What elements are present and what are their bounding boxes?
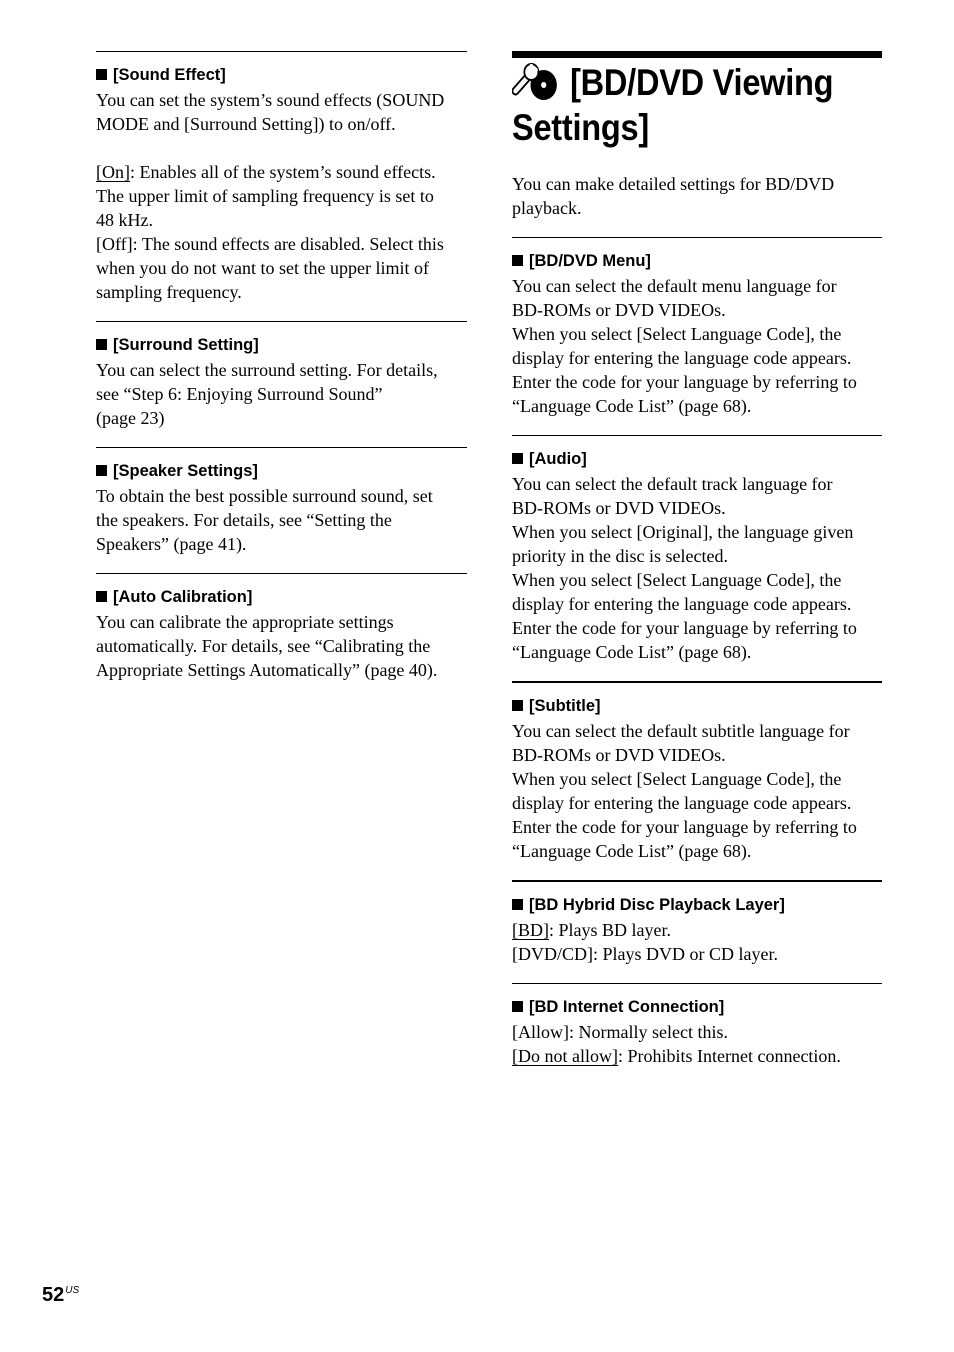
heading-bd-hybrid: [BD Hybrid Disc Playback Layer]: [512, 894, 882, 916]
section-speaker-settings: [96, 447, 467, 556]
square-bullet-icon: [512, 1001, 523, 1012]
square-bullet-icon: [96, 591, 107, 602]
page-number-suffix: US: [65, 1285, 80, 1296]
section-subtitle: [512, 681, 882, 863]
sound-effect-options: [On]: Enables all of the system’s sound effects. The upper limit of sampling frequency is set to 48 kHz. [Off]: The sound effects are disabled. Select this when you do not want to set the upper limit of sampling frequency.: [96, 162, 444, 302]
audio-description: You can select the default track language for BD-ROMs or DVD VIDEOs. When you select [Original], the language given priority in the disc is selected. When you select [Select Language Code], the display for entering the language code appears. Enter the code for your language by referring to “Language Code List” (page 68).: [512, 474, 857, 662]
section-sound-effect: [96, 51, 467, 304]
bd-internet-options: [Allow]: Normally select this. [Do not allow]: Prohibits Internet connection.: [512, 1022, 841, 1066]
heading-auto-calibration: [Auto Calibration]: [96, 586, 467, 608]
heading-speaker-settings: [Speaker Settings]: [96, 460, 467, 482]
default-option-bd: [BD]: [512, 920, 549, 940]
heading-subtitle: [Subtitle]: [512, 695, 882, 717]
section-surround-setting: [96, 321, 467, 430]
intro-text: You can make detailed settings for BD/DVD playback.: [512, 174, 835, 218]
bd-hybrid-options: [BD]: Plays BD layer. [DVD/CD]: Plays DVD or CD layer.: [512, 920, 778, 964]
section-bd-dvd-menu: [512, 237, 882, 418]
subtitle-description: You can select the default subtitle language for BD-ROMs or DVD VIDEOs. When you select [Select Language Code], the display for entering the language code appears. Enter the code for your language by referring to “Language Code List” (page 68).: [512, 721, 857, 861]
square-bullet-icon: [96, 69, 107, 80]
wrench-disc-settings-icon: [512, 61, 561, 101]
square-bullet-icon: [512, 700, 523, 711]
page-number: $52^{US}$: [42, 1284, 80, 1306]
heading-surround-setting: [Surround Setting]: [96, 334, 467, 356]
right-column: [512, 51, 882, 1085]
bd-dvd-menu-description: You can select the default menu language for BD-ROMs or DVD VIDEOs. When you select [Select Language Code], the display for entering the language code appears. Enter the code for your language by referring to “Language Code List” (page 68).: [512, 276, 857, 416]
section-auto-calibration: [96, 573, 467, 682]
left-column: [96, 51, 467, 699]
auto-calibration-description: You can calibrate the appropriate settings automatically. For details, see “Calibrating the Appropriate Settings Automatically” (page 40).: [96, 612, 438, 680]
sound-effect-description: You can set the system’s sound effects (SOUND MODE and [Surround Setting]) to on/off.: [96, 90, 445, 134]
default-option-on: [On]: [96, 162, 130, 182]
heading-bd-internet: [BD Internet Connection]: [512, 996, 882, 1018]
heading-audio: [Audio]: [512, 448, 882, 470]
heading-sound-effect: [Sound Effect]: [96, 64, 467, 86]
square-bullet-icon: [512, 899, 523, 910]
page-title-block: [512, 51, 882, 150]
square-bullet-icon: [96, 465, 107, 476]
section-bd-hybrid: [512, 880, 882, 966]
section-audio: [512, 435, 882, 664]
surround-setting-description: You can select the surround setting. For details, see “Step 6: Enjoying Surround Sound” (page 23): [96, 360, 438, 428]
section-bd-internet: [512, 983, 882, 1068]
square-bullet-icon: [512, 453, 523, 464]
speaker-settings-description: To obtain the best possible surround sound, set the speakers. For details, see “Setting the Speakers” (page 41).: [96, 486, 433, 554]
default-option-do-not-allow: [Do not allow]: [512, 1046, 618, 1066]
heading-bd-dvd-menu: [BD/DVD Menu]: [512, 250, 882, 272]
square-bullet-icon: [512, 255, 523, 266]
square-bullet-icon: [96, 339, 107, 350]
page-title: [BD/DVD Viewing Settings]: [512, 62, 834, 148]
